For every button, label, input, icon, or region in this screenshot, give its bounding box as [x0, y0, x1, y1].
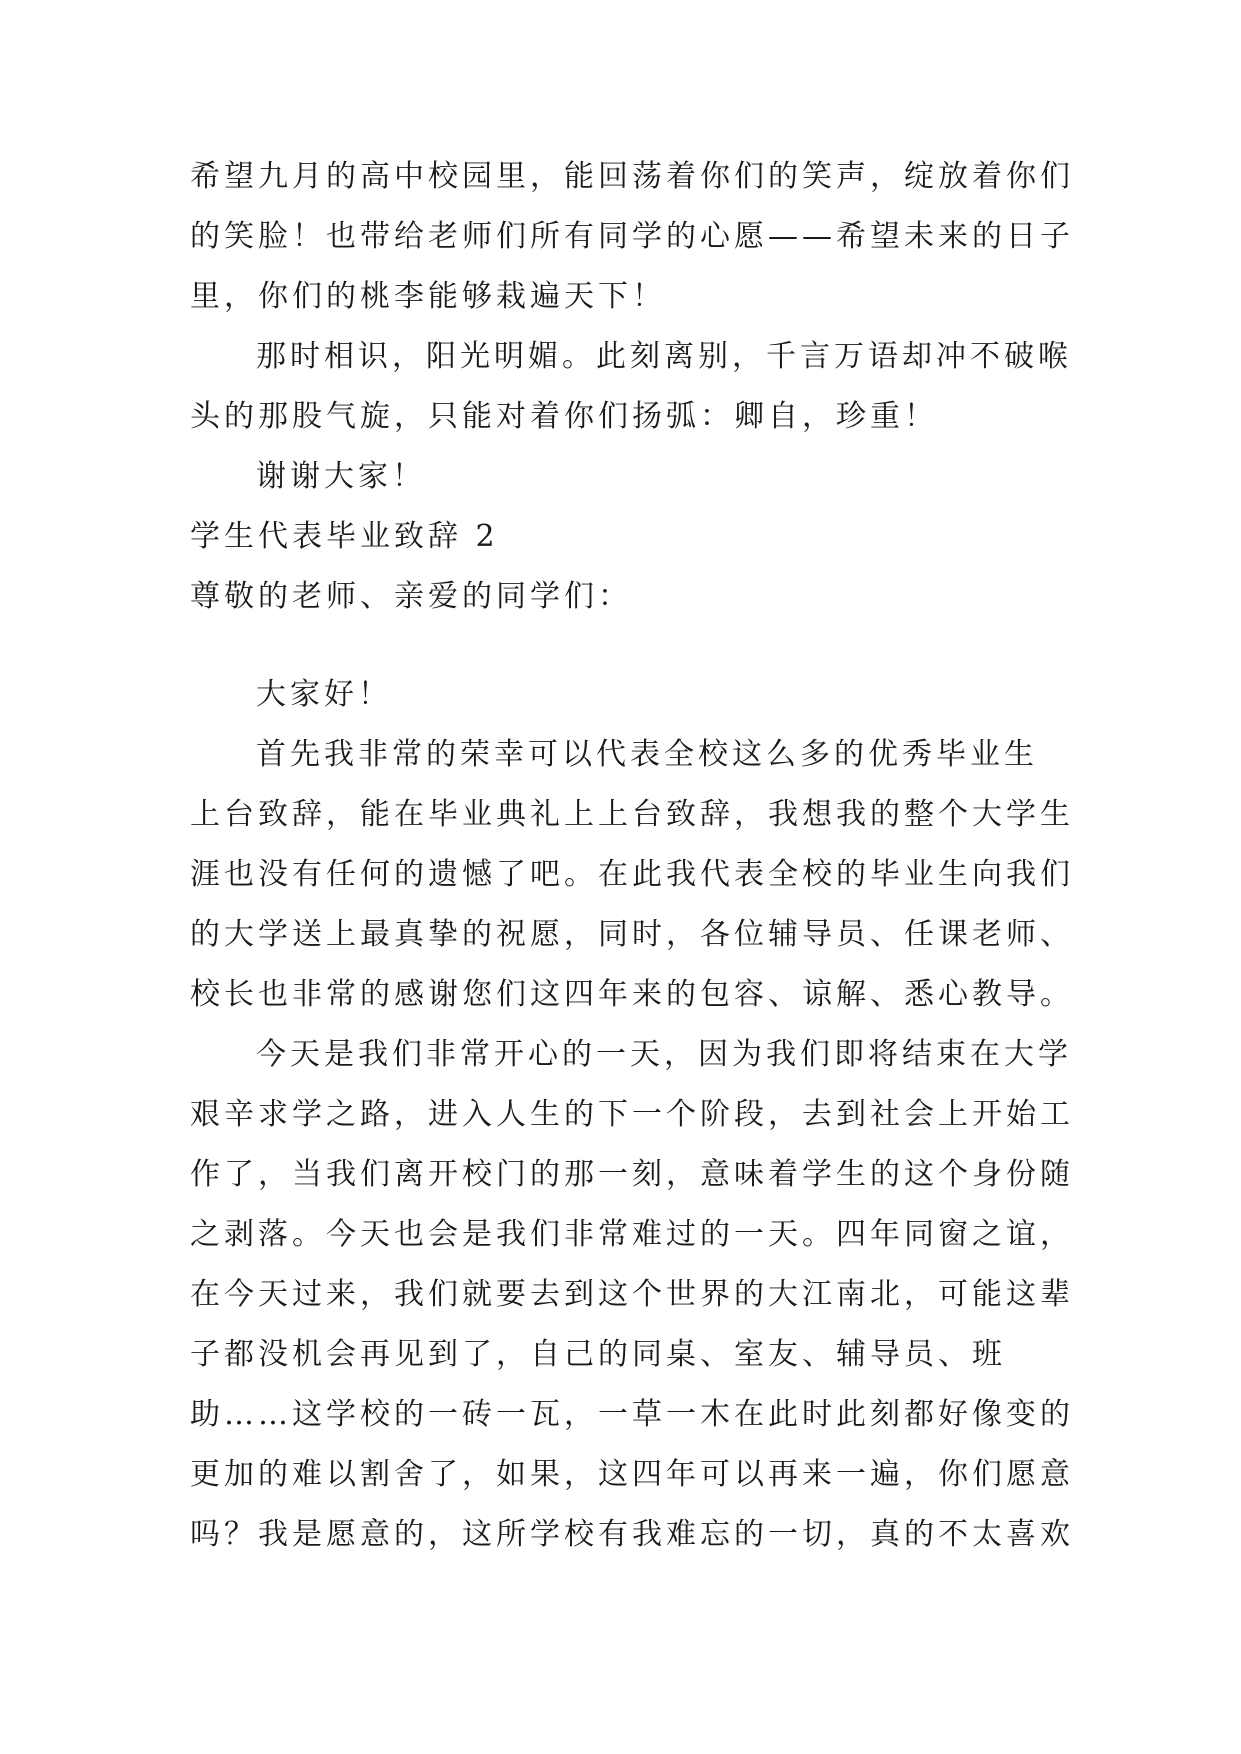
- text-line: 的大学送上最真挚的祝愿，同时，各位辅导员、任课老师、: [190, 917, 1074, 952]
- text-line: 里，你们的桃李能够栽遍天下！: [190, 279, 666, 314]
- greeting: 大家好！: [256, 677, 392, 712]
- text-line: 助……这学校的一砖一瓦，一草一木在此时此刻都好像变的: [190, 1397, 1074, 1432]
- text-line: 之剥落。今天也会是我们非常难过的一天。四年同窗之谊，: [190, 1217, 1074, 1252]
- text-line: 子都没机会再见到了，自己的同桌、室友、辅导员、班: [190, 1337, 1006, 1372]
- text-line: 校长也非常的感谢您们这四年来的包容、谅解、悉心教导。: [190, 977, 1074, 1012]
- text-line: 吗？我是愿意的，这所学校有我难忘的一切，真的不太喜欢: [190, 1517, 1074, 1552]
- closing-thanks: 谢谢大家！: [256, 459, 426, 494]
- text-line: 首先我非常的荣幸可以代表全校这么多的优秀毕业生: [256, 737, 1038, 772]
- text-line: 在今天过来，我们就要去到这个世界的大江南北，可能这辈: [190, 1277, 1074, 1312]
- text-line: 艰辛求学之路，进入人生的下一个阶段，去到社会上开始工: [190, 1097, 1074, 1132]
- text-line: 希望九月的高中校园里，能回荡着你们的笑声，绽放着你们: [190, 159, 1074, 194]
- text-line: 上台致辞，能在毕业典礼上上台致辞，我想我的整个大学生: [190, 797, 1074, 832]
- section-heading: 学生代表毕业致辞 2: [190, 519, 499, 554]
- document-page: [190, 158, 1074, 1576]
- text-line: 涯也没有任何的遗憾了吧。在此我代表全校的毕业生向我们: [190, 857, 1074, 892]
- text-line: 那时相识，阳光明媚。此刻离别，千言万语却冲不破喉: [256, 339, 1072, 374]
- text-line: 更加的难以割舍了，如果，这四年可以再来一遍，你们愿意: [190, 1457, 1074, 1492]
- text-line: 作了，当我们离开校门的那一刻，意味着学生的这个身份随: [190, 1157, 1074, 1192]
- text-line: 头的那股气旋，只能对着你们扬弧：卿自，珍重！: [190, 399, 938, 434]
- salutation: 尊敬的老师、亲爱的同学们：: [190, 579, 632, 614]
- text-line: 的笑脸！也带给老师们所有同学的心愿——希望未来的日子: [190, 219, 1074, 254]
- text-line: 今天是我们非常开心的一天，因为我们即将结束在大学: [256, 1037, 1072, 1072]
